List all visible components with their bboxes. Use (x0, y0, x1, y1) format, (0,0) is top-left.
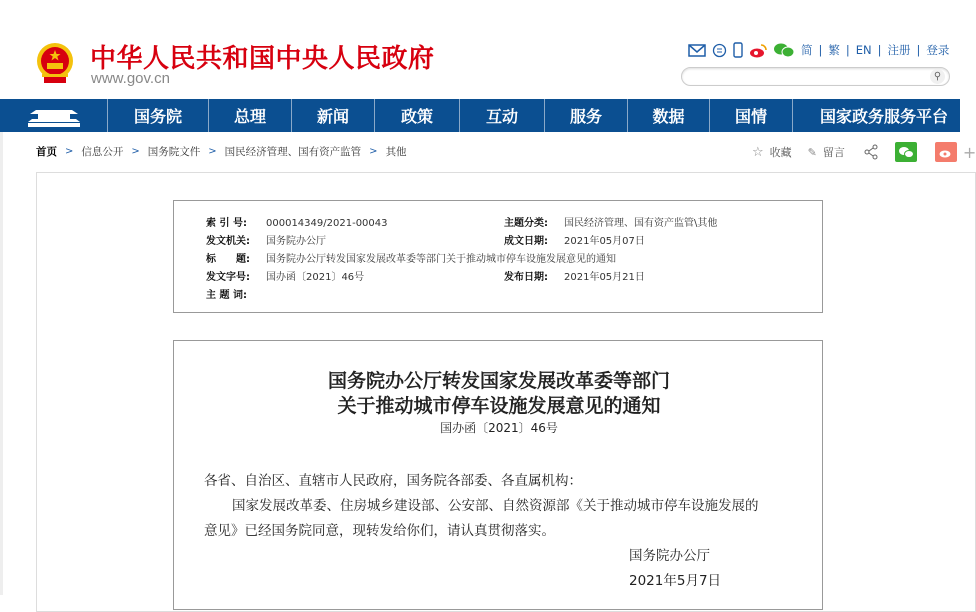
link-english[interactable]: EN (855, 43, 872, 57)
page-edge (0, 131, 3, 595)
breadcrumb-economy[interactable]: 国民经济管理、国有资产监管 (224, 146, 362, 158)
national-emblem-logo (36, 42, 74, 86)
nav-item-national-info[interactable]: 国情 (710, 99, 793, 132)
mail-icon[interactable] (688, 44, 706, 57)
topic-label: 主题分类: (504, 218, 548, 229)
article-title-line2: 关于推动城市停车设施发展意见的通知 (337, 395, 661, 417)
nav-item-state-council[interactable]: 国务院 (108, 99, 209, 132)
issuer-value: 国务院办公厅 (266, 236, 326, 247)
share-icon[interactable] (863, 144, 879, 160)
article-sign-date: 2021年5月7日 (629, 573, 722, 589)
link-traditional[interactable]: 繁 (828, 43, 840, 57)
breadcrumb (36, 144, 407, 159)
pubdate-label: 发布日期: (504, 272, 548, 283)
breadcrumb-home[interactable]: 首页 (36, 146, 57, 158)
breadcrumb-other[interactable]: 其他 (385, 146, 407, 158)
chevron-right-icon: > (65, 146, 74, 157)
nav-item-news[interactable]: 新闻 (292, 99, 375, 132)
docno-value: 国办函〔2021〕46号 (266, 272, 365, 283)
issuer-label: 发文机关: (206, 236, 250, 247)
separator: | (845, 43, 850, 57)
tiananmen-gate-icon[interactable] (0, 99, 108, 132)
message-icon[interactable] (712, 43, 727, 58)
wechat-icon[interactable] (773, 42, 795, 58)
date-value: 2021年05月07日 (564, 236, 645, 247)
keywords-label: 主 题 词: (206, 290, 247, 301)
link-login[interactable]: 登录 (926, 43, 950, 57)
main-nav (0, 99, 960, 132)
nav-item-interaction[interactable]: 互动 (460, 99, 545, 132)
share-tools (752, 142, 976, 162)
wechat-share-icon[interactable] (895, 142, 917, 162)
chevron-right-icon: > (131, 146, 140, 157)
link-simplified[interactable]: 简 (801, 43, 813, 57)
docno-label: 发文字号: (206, 272, 250, 283)
nav-item-gov-service-platform[interactable]: 国家政务服务平台 (820, 107, 949, 126)
title-value: 国务院办公厅转发国家发展改革委等部门关于推动城市停车设施发展意见的通知 (266, 254, 616, 265)
pubdate-value: 2021年05月21日 (564, 272, 645, 283)
comment-button[interactable]: 留言 (822, 146, 845, 159)
site-title-link[interactable]: 中华人民共和国中央人民政府 (90, 44, 435, 74)
search-icon[interactable]: ⚲ (930, 69, 945, 84)
search-input[interactable] (681, 67, 950, 86)
article-title-line1: 国务院办公厅转发国家发展改革委等部门 (327, 370, 670, 392)
article-signer: 国务院办公厅 (629, 548, 710, 564)
separator: | (877, 43, 882, 57)
article-docno: 国办函〔2021〕46号 (440, 421, 558, 435)
site-url: www.gov.cn (91, 70, 170, 87)
article-paragraph-line2: 意见》已经国务院同意，现转发给你们，请认真贯彻落实。 (204, 523, 555, 539)
date-label: 成文日期: (504, 236, 548, 247)
topic-value: 国民经济管理、国有资产监管\其他 (564, 218, 718, 229)
index-label: 索 引 号: (206, 218, 247, 229)
chevron-right-icon: > (208, 146, 217, 157)
index-value: 000014349/2021-00043 (266, 218, 388, 229)
breadcrumb-info-disclosure[interactable]: 信息公开 (81, 146, 124, 158)
nav-item-policy[interactable]: 政策 (375, 99, 460, 132)
nav-item-services[interactable]: 服务 (545, 99, 628, 132)
nav-item-premier[interactable]: 总理 (209, 99, 292, 132)
document-info-box (173, 200, 823, 313)
title-label: 标 题: (206, 254, 250, 265)
link-register[interactable]: 注册 (887, 43, 911, 57)
separator: | (916, 43, 921, 57)
nav-item-data[interactable]: 数据 (628, 99, 710, 132)
pencil-icon[interactable]: ✎ (807, 145, 817, 159)
more-share-button[interactable]: + (962, 142, 976, 162)
mobile-icon[interactable] (733, 42, 743, 58)
chevron-right-icon: > (369, 146, 378, 157)
article-paragraph-line1: 国家发展改革委、住房城乡建设部、公安部、自然资源部《关于推动城市停车设施发展的 (232, 498, 759, 514)
star-icon[interactable]: ☆ (752, 144, 764, 160)
weibo-icon[interactable] (749, 43, 767, 58)
article-salutation: 各省、自治区、直辖市人民政府，国务院各部委、各直属机构： (204, 473, 582, 489)
article-box (173, 340, 823, 610)
favorite-button[interactable]: 收藏 (769, 146, 792, 159)
separator: | (818, 43, 823, 57)
top-links (688, 42, 949, 58)
weibo-share-icon[interactable] (935, 142, 957, 162)
breadcrumb-state-council-docs[interactable]: 国务院文件 (147, 146, 201, 158)
